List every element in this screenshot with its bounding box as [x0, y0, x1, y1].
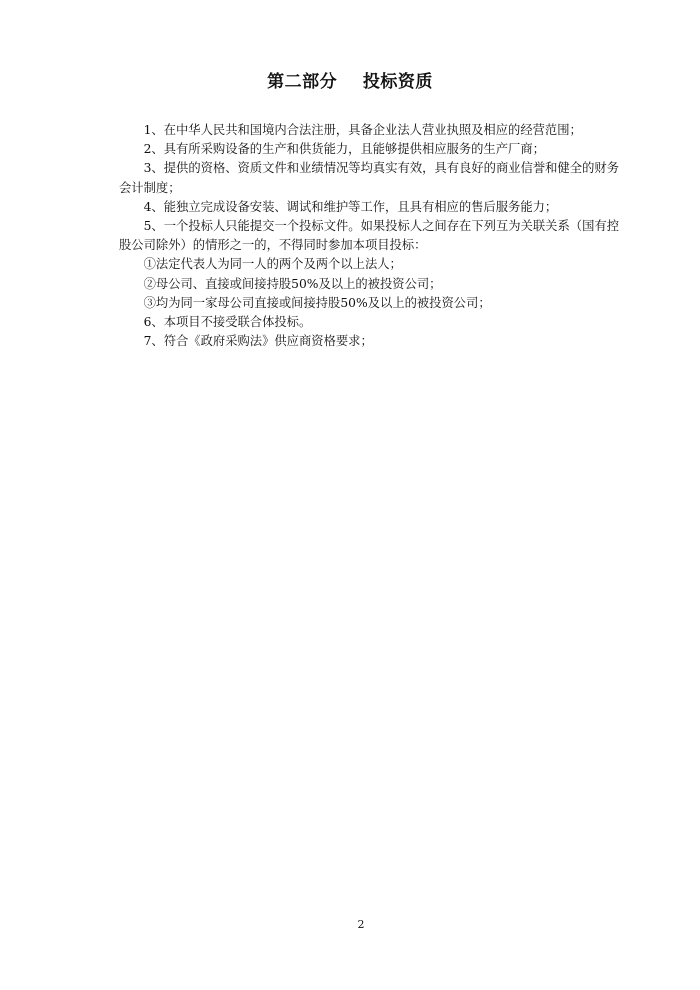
requirement-item-3: 3、提供的资格、资质文件和业绩情况等均真实有效，具有良好的商业信誉和健全的财务会计制度；	[119, 161, 619, 195]
related-party-case-1: ①法定代表人为同一人的两个及两个以上法人；	[143, 257, 402, 272]
requirement-item-4: 4、能独立完成设备安装、调试和维护等工作，且具有相应的售后服务能力；	[143, 199, 558, 214]
page-title: 第二部分 投标资质	[267, 72, 433, 92]
related-party-case-2: ②母公司、直接或间接持股50%及以上的被投资公司；	[143, 276, 442, 291]
related-party-case-3: ③均为同一家母公司直接或间接持股50%及以上的被投资公司；	[143, 295, 491, 310]
page-number: 2	[357, 918, 365, 931]
requirement-item-2: 2、具有所采购设备的生产和供货能力，且能够提供相应服务的生产厂商；	[143, 142, 545, 157]
requirement-item-7: 7、符合《政府采购法》供应商资格要求；	[143, 334, 373, 349]
requirement-item-5: 5、一个投标人只能提交一个投标文件。如果投标人之间存在下列互为关联关系（国有控股公司除外）的情形之一的，不得同时参加本项目投标：	[119, 219, 619, 253]
qualification-list	[119, 121, 619, 351]
requirement-item-1: 1、在中华人民共和国境内合法注册，具备企业法人营业执照及相应的经营范围；	[143, 123, 582, 137]
requirement-item-6: 6、本项目不接受联合体投标。	[143, 315, 312, 330]
